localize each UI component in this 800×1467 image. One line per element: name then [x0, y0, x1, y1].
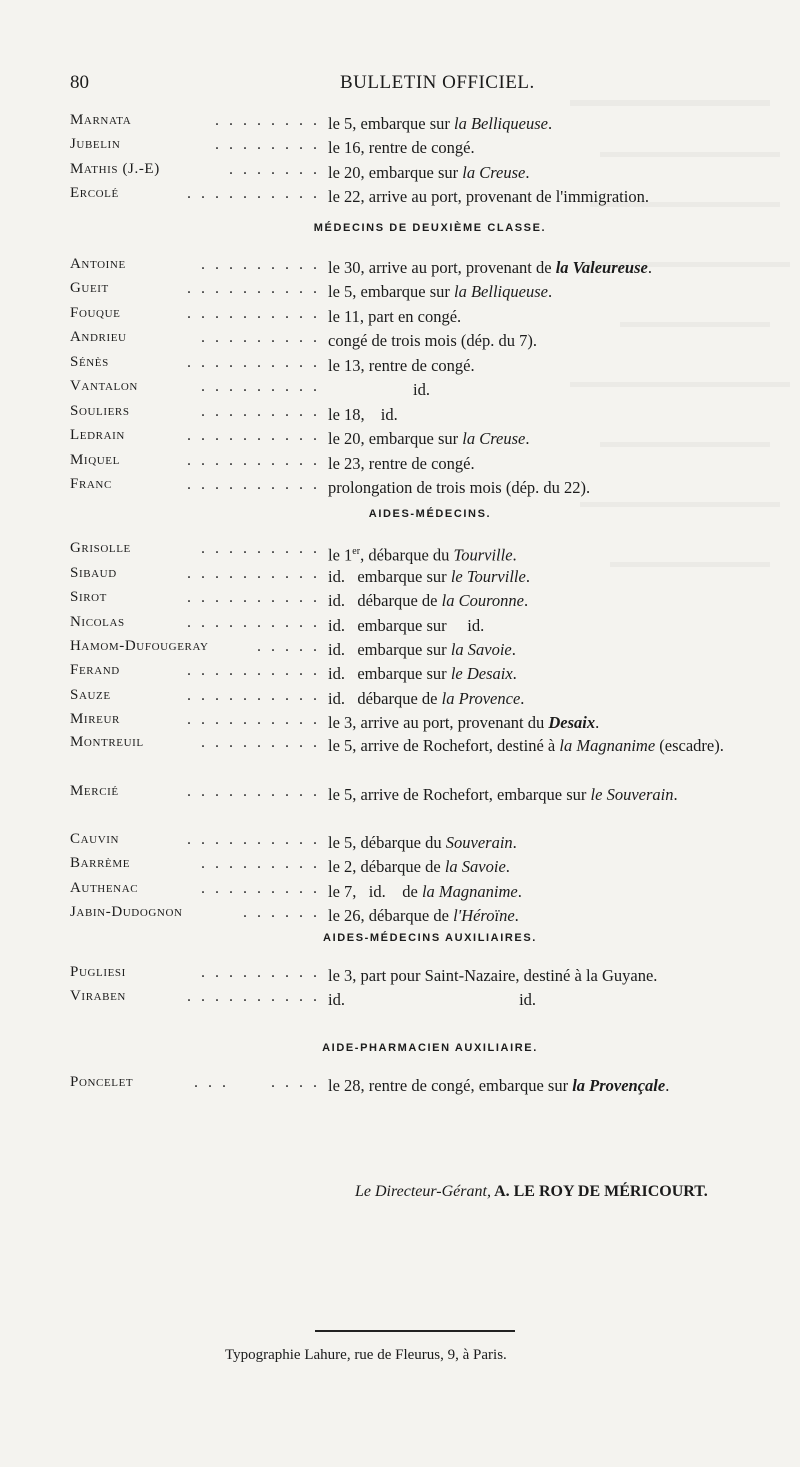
roster-row	[70, 280, 790, 304]
roster-row	[70, 427, 790, 451]
leader-dots: . . . . . . . . . .	[187, 662, 320, 679]
movement-entry: le 7, id. de la Magnanime.	[328, 882, 522, 901]
roster-row	[70, 711, 790, 735]
movement-entry: le 1er, débarque du Tourville.	[328, 545, 517, 565]
officer-name: Ledrain	[70, 427, 125, 443]
leader-dots: . . . . . . . . .	[201, 964, 320, 981]
officer-name: Souliers	[70, 403, 130, 419]
roster-row	[70, 638, 790, 662]
officer-name: Sirot	[70, 589, 108, 605]
officer-name: Mathis (J.-E)	[70, 161, 160, 177]
officer-name: Grisolle	[70, 540, 131, 556]
leader-dots: . . . . . . . . .	[201, 540, 320, 557]
leader-dots: . . . . . . . . . .	[187, 687, 320, 704]
leader-dots: . . . . . . . . . .	[187, 783, 320, 800]
leader-dots: . . . . . . . . . .	[187, 280, 320, 297]
movement-entry: le 3, arrive au port, provenant du Desaix.	[328, 713, 600, 732]
officer-name: Cauvin	[70, 831, 120, 847]
leader-dots: . . . . . . . . .	[201, 855, 320, 872]
leader-dots: . . . . . .	[243, 904, 320, 921]
officer-name: Vantalon	[70, 378, 138, 394]
leader-dots: . . . . . . . . .	[201, 256, 320, 273]
movement-entry: le 20, embarque sur la Creuse.	[328, 163, 530, 182]
section-heading: AIDES-MÉDECINS.	[368, 508, 492, 520]
movement-entry: le 23, rentre de congé.	[328, 454, 475, 473]
leader-dots: . . . . . . . . . .	[187, 614, 320, 631]
movement-entry: le 26, débarque de l'Héroïne.	[328, 906, 519, 925]
leader-dots: . . . . . . . . . .	[187, 427, 320, 444]
roster-row	[70, 904, 790, 928]
leader-dots: . . . . . . . . .	[201, 329, 320, 346]
movement-entry: le 5, arrive de Rochefort, embarque sur le Souverain.	[328, 785, 678, 804]
officer-name: Mercié	[70, 783, 119, 799]
movement-entry: le 3, part pour Saint-Nazaire, destiné à la Guyane.	[328, 966, 658, 985]
leader-dots: . . . . . . . . . .	[187, 711, 320, 728]
movement-entry: le 20, embarque sur la Creuse.	[328, 429, 530, 448]
roster-row	[70, 403, 790, 427]
footer-rule	[315, 1330, 515, 1332]
movement-entry: id.	[413, 380, 430, 399]
signature: Le Directeur-Gérant, A. LE ROY DE MÉRICOURT.	[355, 1183, 708, 1200]
printer-imprint: Typographie Lahure, rue de Fleurus, 9, à Paris.	[225, 1347, 507, 1363]
roster-row	[70, 662, 790, 686]
roster-row	[70, 476, 790, 500]
leader-dots: . . . . . . . . . .	[187, 476, 320, 493]
roster-row	[70, 452, 790, 476]
movement-entry: id. id.	[328, 990, 537, 1009]
officer-name: Fouque	[70, 305, 121, 321]
officer-name: Gueit	[70, 280, 109, 296]
officer-name: Ercolé	[70, 185, 119, 201]
section-heading: AIDE-PHARMACIEN AUXILIAIRE.	[322, 1042, 538, 1054]
movement-entry: le 11, part en congé.	[328, 307, 462, 326]
leader-dots: . . . . .	[257, 638, 320, 655]
movement-entry: le 5, débarque du Souverain.	[328, 833, 517, 852]
movement-entry: id. embarque sur le Desaix.	[328, 664, 517, 683]
leader-dots: . . . . . . .	[229, 161, 320, 178]
roster-row	[70, 161, 790, 185]
officer-name: Franc	[70, 476, 112, 492]
roster-row	[70, 378, 790, 402]
page-header	[70, 72, 790, 96]
roster-row	[70, 988, 790, 1012]
roster-row	[70, 783, 790, 807]
roster-row	[70, 136, 790, 160]
section-heading: AIDES-MÉDECINS AUXILIAIRES.	[323, 932, 537, 944]
officer-name: Authenac	[70, 880, 139, 896]
movement-entry: le 13, rentre de congé.	[328, 356, 475, 375]
movement-entry: le 22, arrive au port, provenant de l'immigration.	[328, 187, 649, 206]
leader-dots: . . . . . . . . . .	[187, 452, 320, 469]
leader-dots: . . . . . . . . . .	[187, 589, 320, 606]
officer-name: Sibaud	[70, 565, 117, 581]
leader-dots: . . . . . . . . . .	[187, 988, 320, 1005]
leader-dots: . . . . . . . .	[215, 136, 320, 153]
movement-entry: le 28, rentre de congé, embarque sur la Provençale.	[328, 1076, 670, 1095]
leader-dots: . . . . . . . . . .	[187, 305, 320, 322]
roster-row	[70, 256, 790, 280]
officer-name: Montreuil	[70, 734, 144, 750]
officer-name: Antoine	[70, 256, 126, 272]
leader-dots: . . . . . . .	[194, 1074, 320, 1091]
leader-dots: . . . . . . . . .	[201, 378, 320, 395]
leader-dots: . . . . . . . . . .	[187, 354, 320, 371]
roster-row	[70, 614, 790, 638]
movement-entry: id. embarque sur id.	[328, 616, 485, 635]
roster-row	[70, 1074, 790, 1098]
leader-dots: . . . . . . . . . .	[187, 185, 320, 202]
officer-name: Pugliesi	[70, 964, 126, 980]
officer-name: Hamom-Dufougeray	[70, 638, 209, 654]
movement-entry: le 30, arrive au port, provenant de la Valeureuse.	[328, 258, 652, 277]
movement-entry: prolongation de trois mois (dép. du 22).	[328, 478, 591, 497]
movement-entry: le 5, embarque sur la Belliqueuse.	[328, 114, 553, 133]
roster-row	[70, 185, 790, 209]
roster-row	[70, 855, 790, 879]
movement-entry: le 2, débarque de la Savoie.	[328, 857, 510, 876]
leader-dots: . . . . . . . . .	[201, 734, 320, 751]
roster-row	[70, 305, 790, 329]
leader-dots: . . . . . . . .	[215, 112, 320, 129]
roster-row	[70, 329, 790, 353]
leader-dots: . . . . . . . . . .	[187, 831, 320, 848]
movement-entry: le 16, rentre de congé.	[328, 138, 475, 157]
roster-row	[70, 831, 790, 855]
movement-entry: le 5, arrive de Rochefort, destiné à la Magnanime (escadre).	[328, 736, 724, 755]
officer-name: Sauze	[70, 687, 111, 703]
leader-dots: . . . . . . . . . .	[187, 565, 320, 582]
officer-name: Jabin-Dudognon	[70, 904, 183, 920]
officer-name: Jubelin	[70, 136, 121, 152]
roster-row	[70, 880, 790, 904]
officer-name: Miquel	[70, 452, 120, 468]
roster-row	[70, 565, 790, 589]
officer-name: Ferand	[70, 662, 120, 678]
officer-name: Viraben	[70, 988, 126, 1004]
officer-name: Nicolas	[70, 614, 125, 630]
page-number: 80	[70, 72, 89, 93]
officer-name: Sénès	[70, 354, 109, 370]
running-head: BULLETIN OFFICIEL.	[340, 72, 535, 93]
roster-row	[70, 112, 790, 136]
movement-entry: congé de trois mois (dép. du 7).	[328, 331, 537, 350]
roster-row	[70, 354, 790, 378]
officer-name: Poncelet	[70, 1074, 134, 1090]
section-heading: MÉDECINS DE DEUXIÈME CLASSE.	[313, 222, 547, 234]
roster-row	[70, 734, 790, 758]
movement-entry: id. débarque de la Provence.	[328, 689, 525, 708]
roster-row	[70, 964, 790, 988]
roster-row	[70, 589, 790, 613]
roster-row	[70, 687, 790, 711]
movement-entry: id. embarque sur le Tourville.	[328, 567, 530, 586]
leader-dots: . . . . . . . . .	[201, 403, 320, 420]
officer-name: Barrème	[70, 855, 131, 871]
movement-entry: le 5, embarque sur la Belliqueuse.	[328, 282, 553, 301]
officer-name: Marnata	[70, 112, 132, 128]
officer-name: Mireur	[70, 711, 120, 727]
movement-entry: id. débarque de la Couronne.	[328, 591, 529, 610]
leader-dots: . . . . . . . . .	[201, 880, 320, 897]
roster-row	[70, 540, 790, 564]
movement-entry: id. embarque sur la Savoie.	[328, 640, 516, 659]
officer-name: Andrieu	[70, 329, 127, 345]
movement-entry: le 18, id.	[328, 405, 398, 424]
